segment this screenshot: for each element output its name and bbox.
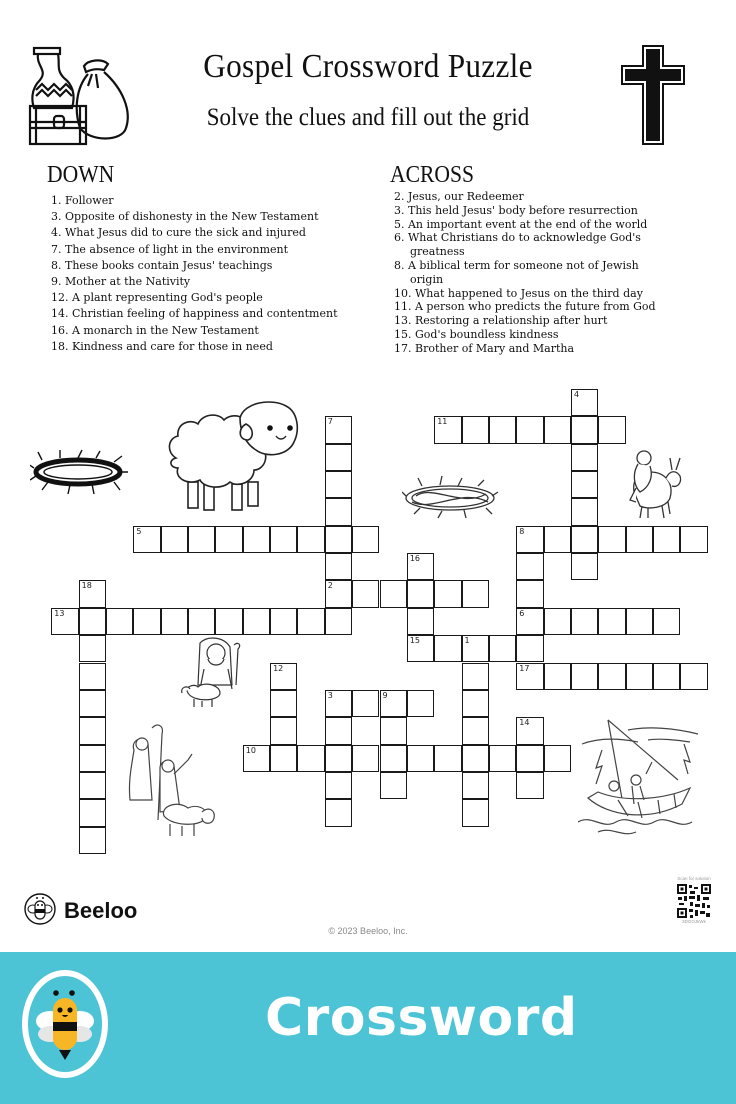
grid-cell[interactable] <box>243 608 270 635</box>
down-heading: DOWN <box>47 162 115 188</box>
beeloo-logo[interactable] <box>24 893 137 929</box>
clue-number: 9 <box>382 690 388 700</box>
qr-caption: Scan for solution <box>677 876 711 881</box>
grid-cell[interactable] <box>516 772 543 799</box>
grid-cell[interactable] <box>352 690 379 717</box>
clue-number: 16 <box>409 554 421 564</box>
grid-cell[interactable] <box>79 690 106 717</box>
category-title: Crossword <box>265 988 578 1048</box>
down-clue: 4. What Jesus did to cure the sick and injured <box>51 226 306 240</box>
down-clue: 7. The absence of light in the environment <box>51 242 289 256</box>
grid-cell[interactable] <box>270 745 297 772</box>
copyright: © 2023 Beeloo, Inc. <box>328 926 408 936</box>
crown-of-thorns-icon <box>402 474 500 520</box>
crown-of-thorns-icon <box>30 448 128 496</box>
grid-cell[interactable] <box>516 663 543 690</box>
grid-cell[interactable] <box>352 526 379 553</box>
down-clue: 16. A monarch in the New Testament <box>51 323 259 337</box>
grid-cell[interactable] <box>243 526 270 553</box>
across-clue: 8. A biblical term for someone not of Jewish <box>394 258 639 272</box>
grid-cell[interactable] <box>325 717 352 744</box>
clue-number: 10 <box>245 745 256 755</box>
grid-cell[interactable] <box>325 444 352 471</box>
clue-number: 18 <box>81 581 92 591</box>
grid-cell[interactable] <box>462 745 489 772</box>
clue-number: 6 <box>519 608 525 618</box>
grid-cell[interactable] <box>407 553 434 580</box>
brand-name: Beeloo <box>64 898 138 923</box>
grid-cell[interactable] <box>325 799 352 826</box>
grid-cell[interactable] <box>571 389 598 416</box>
grid-cell[interactable] <box>325 608 352 635</box>
clue-number: 8 <box>519 526 525 536</box>
grid-cell[interactable] <box>571 498 598 525</box>
grid-cell[interactable] <box>407 635 434 662</box>
grid-cell[interactable] <box>598 526 625 553</box>
bee-mascot-icon <box>28 976 102 1072</box>
qr-solution[interactable] <box>672 876 716 924</box>
grid-cell[interactable] <box>51 608 78 635</box>
across-clue: 13. Restoring a relationship after hurt <box>394 314 608 328</box>
grid-cell[interactable] <box>544 608 571 635</box>
qr-code-icon <box>676 883 712 919</box>
grid-cell[interactable] <box>462 635 489 662</box>
down-clue: 8. These books contain Jesus' teachings <box>51 258 273 272</box>
grid-cell[interactable] <box>544 526 571 553</box>
grid-cell[interactable] <box>626 526 653 553</box>
grid-cell[interactable] <box>571 416 598 443</box>
clue-number: 5 <box>136 526 142 536</box>
grid-cell[interactable] <box>407 580 434 607</box>
grid-cell[interactable] <box>325 745 352 772</box>
grid-cell[interactable] <box>680 526 707 553</box>
grid-cell[interactable] <box>462 690 489 717</box>
grid-cell[interactable] <box>544 416 571 443</box>
grid-cell[interactable] <box>489 416 516 443</box>
grid-cell[interactable] <box>571 663 598 690</box>
clue-number: 17 <box>519 663 530 673</box>
page-title: Gospel Crossword Puzzle <box>203 48 533 85</box>
grid-cell[interactable] <box>407 690 434 717</box>
grid-cell[interactable] <box>297 745 324 772</box>
grid-cell[interactable] <box>462 799 489 826</box>
across-clue: 17. Brother of Mary and Martha <box>394 341 575 355</box>
grid-cell[interactable] <box>516 416 543 443</box>
grid-cell[interactable] <box>79 580 106 607</box>
grid-cell[interactable] <box>462 663 489 690</box>
grid-cell[interactable] <box>653 608 680 635</box>
shepherds-icon <box>124 720 220 840</box>
grid-cell[interactable] <box>270 690 297 717</box>
boat-in-storm-icon <box>578 714 702 838</box>
grid-cell[interactable] <box>516 580 543 607</box>
page-subtitle: Solve the clues and fill out the grid <box>206 104 530 131</box>
grid-cell[interactable] <box>626 608 653 635</box>
grid-cell[interactable] <box>653 663 680 690</box>
across-clue-list <box>394 190 656 356</box>
grid-cell[interactable] <box>79 663 106 690</box>
across-clue: 11. A person who predicts the future from God <box>394 300 656 314</box>
grid-cell[interactable] <box>79 745 106 772</box>
grid-cell[interactable] <box>79 799 106 826</box>
grid-cell[interactable] <box>434 635 461 662</box>
grid-cell[interactable] <box>653 526 680 553</box>
grid-cell[interactable] <box>462 717 489 744</box>
down-clue: 9. Mother at the Nativity <box>51 275 191 289</box>
clue-number: 4 <box>573 390 580 399</box>
grid-cell[interactable] <box>161 526 188 553</box>
across-clue: 10. What happened to Jesus on the third day <box>394 286 643 300</box>
grid-cell[interactable] <box>325 498 352 525</box>
across-clue: 6. What Christians do to acknowledge God's <box>394 231 641 245</box>
grid-cell[interactable] <box>133 608 160 635</box>
down-clue: 14. Christian feeling of happiness and contentment <box>51 307 338 321</box>
grid-cell[interactable] <box>270 526 297 553</box>
grid-cell[interactable] <box>215 526 242 553</box>
grid-cell[interactable] <box>325 553 352 580</box>
grid-cell[interactable] <box>571 553 598 580</box>
shepherd-with-sheep-icon <box>180 635 242 709</box>
grid-cell[interactable] <box>544 663 571 690</box>
across-heading: ACROSS <box>390 162 475 188</box>
grid-cell[interactable] <box>407 608 434 635</box>
grid-cell[interactable] <box>571 444 598 471</box>
down-clue: 1. Follower <box>51 194 114 207</box>
grid-cell[interactable] <box>626 663 653 690</box>
grid-cell[interactable] <box>270 717 297 744</box>
grid-cell[interactable] <box>462 416 489 443</box>
grid-cell[interactable] <box>215 608 242 635</box>
grid-cell[interactable] <box>462 772 489 799</box>
jesus-on-donkey-icon <box>626 448 686 520</box>
grid-cell[interactable] <box>188 526 215 553</box>
grid-cell[interactable] <box>516 635 543 662</box>
grid-cell[interactable] <box>434 745 461 772</box>
grid-cell[interactable] <box>434 416 461 443</box>
grid-cell[interactable] <box>270 663 297 690</box>
grid-cell[interactable] <box>352 745 379 772</box>
grid-cell[interactable] <box>79 717 106 744</box>
lamb-icon <box>162 398 302 516</box>
clue-number: 13 <box>54 608 65 618</box>
clue-number: 2 <box>327 581 333 591</box>
grid-cell[interactable] <box>325 416 352 443</box>
across-clue: 3. This held Jesus' body before resurrection <box>394 203 638 217</box>
grid-cell[interactable] <box>434 580 461 607</box>
clue-number: 11 <box>437 417 448 427</box>
grid-cell[interactable] <box>297 608 324 635</box>
grid-cell[interactable] <box>161 608 188 635</box>
down-clue: 3. Opposite of dishonesty in the New Testament <box>51 210 319 224</box>
clue-number: 14 <box>519 718 530 728</box>
grid-cell[interactable] <box>79 608 106 635</box>
grid-cell[interactable] <box>407 745 434 772</box>
bee-mascot-badge <box>22 970 108 1078</box>
grid-cell[interactable] <box>380 745 407 772</box>
grid-cell[interactable] <box>297 526 324 553</box>
grid-cell[interactable] <box>489 635 516 662</box>
grid-cell[interactable] <box>380 717 407 744</box>
grid-cell[interactable] <box>79 772 106 799</box>
across-clue: 5. An important event at the end of the world <box>394 217 648 231</box>
grid-cell[interactable] <box>325 526 352 553</box>
grid-cell[interactable] <box>243 745 270 772</box>
grid-cell[interactable] <box>680 663 707 690</box>
grid-cell[interactable] <box>133 526 160 553</box>
grid-cell[interactable] <box>380 772 407 799</box>
grid-cell[interactable] <box>489 745 516 772</box>
grid-cell[interactable] <box>544 745 571 772</box>
grid-cell[interactable] <box>462 580 489 607</box>
cross-icon <box>620 44 686 146</box>
grid-cell[interactable] <box>516 608 543 635</box>
grid-cell[interactable] <box>516 745 543 772</box>
grid-cell[interactable] <box>516 717 543 744</box>
clue-number: 15 <box>409 636 421 646</box>
grid-cell[interactable] <box>325 690 352 717</box>
down-clue: 12. A plant representing God's people <box>51 291 263 305</box>
grid-cell[interactable] <box>571 471 598 498</box>
grid-cell[interactable] <box>598 416 625 443</box>
across-clue-continuation: origin <box>410 272 444 286</box>
across-clue: 2. Jesus, our Redeemer <box>394 190 524 203</box>
across-clue: 15. God's boundless kindness <box>394 327 559 341</box>
bee-icon <box>24 893 56 929</box>
qr-code-id: 3DGOJkWk <box>682 919 706 924</box>
down-clue: 18. Kindness and care for those in need <box>51 339 273 353</box>
grid-cell[interactable] <box>598 608 625 635</box>
grid-cell[interactable] <box>325 471 352 498</box>
grid-cell[interactable] <box>380 690 407 717</box>
clue-number: 7 <box>327 417 333 427</box>
grid-cell[interactable] <box>79 635 106 662</box>
grid-cell[interactable] <box>571 526 598 553</box>
clue-number: 1 <box>464 636 470 646</box>
across-clue-continuation: greatness <box>410 245 465 259</box>
grid-cell[interactable] <box>516 526 543 553</box>
grid-cell[interactable] <box>352 580 379 607</box>
grid-cell[interactable] <box>79 827 106 854</box>
grid-cell[interactable] <box>270 608 297 635</box>
grid-cell[interactable] <box>516 553 543 580</box>
grid-cell[interactable] <box>598 663 625 690</box>
grid-cell[interactable] <box>325 580 352 607</box>
grid-cell[interactable] <box>380 580 407 607</box>
clue-number: 3 <box>327 690 333 700</box>
clue-number: 12 <box>273 663 284 673</box>
grid-cell[interactable] <box>188 608 215 635</box>
grid-cell[interactable] <box>325 772 352 799</box>
grid-cell[interactable] <box>106 608 133 635</box>
down-clue-list <box>51 193 337 355</box>
grid-cell[interactable] <box>571 608 598 635</box>
